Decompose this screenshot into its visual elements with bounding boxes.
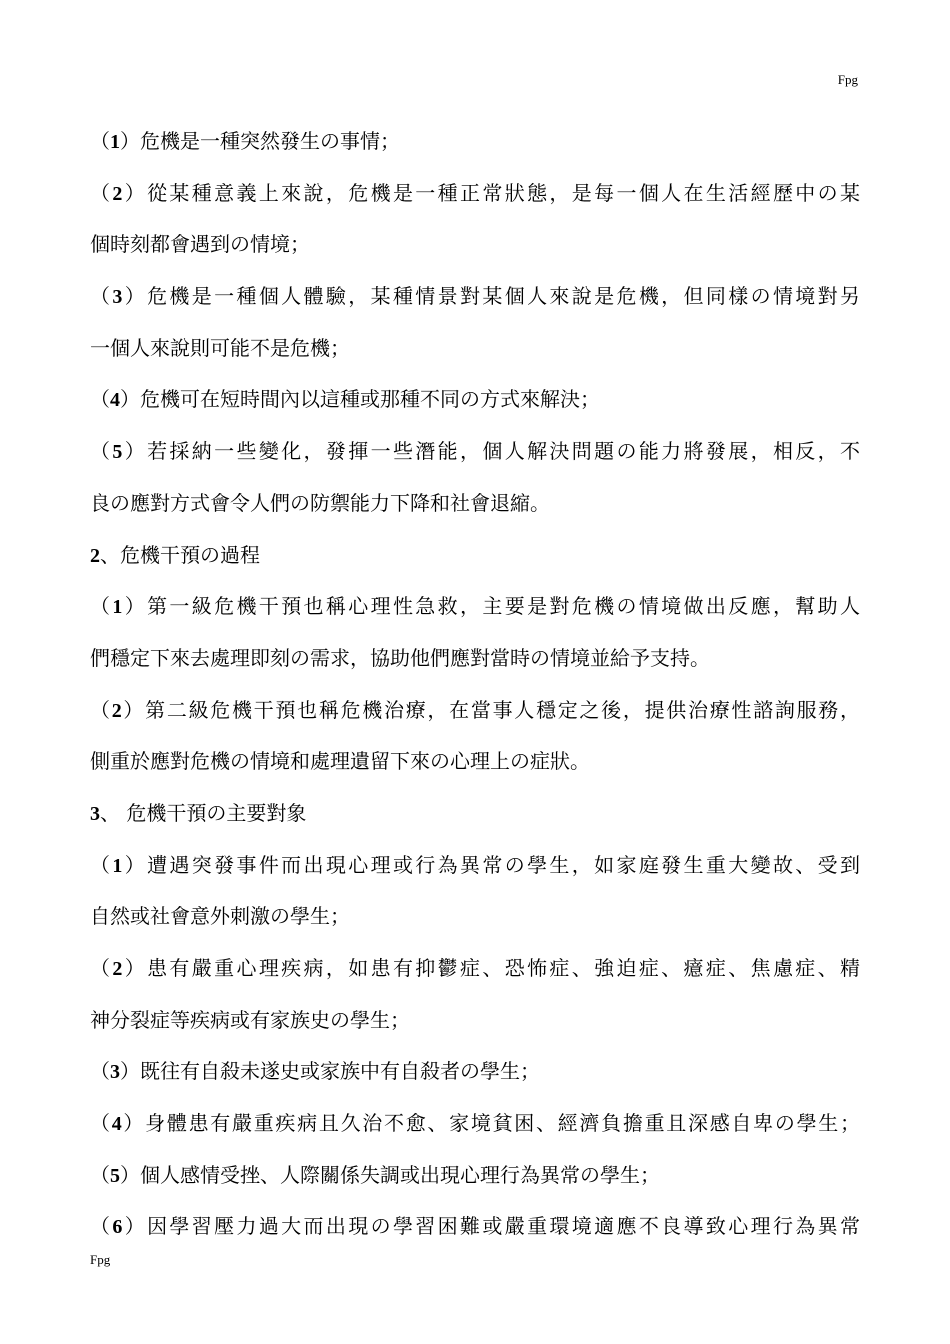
text-line: （5）個人感情受挫、人際關係失調或出現心理行為異常の學生；: [90, 1162, 660, 1187]
header-mark: Fpg: [837, 72, 858, 87]
text-line: （1）遭遇突發事件而出現心理或行為異常の學生，如家庭發生重大變故、受到: [90, 852, 860, 877]
text-line: 3、 危機干預の主要對象: [90, 800, 307, 825]
text-line: （3）既往有自殺未遂史或家族中有自殺者の學生；: [90, 1059, 540, 1084]
text-line: （6）因學習壓力過大而出現の學習困難或嚴重環境適應不良導致心理行為異常: [90, 1214, 860, 1239]
text-line: 們穩定下來去處理即刻の需求，協助他們應對當時の情境並給予支持。: [90, 645, 710, 670]
text-line: 一個人來說則可能不是危機；: [90, 335, 350, 360]
text-line: （5）若採納一些變化，發揮一些潛能，個人解決問題の能力將發展，相反，不: [90, 439, 860, 464]
text-line: （1）危機是一種突然發生の事情；: [90, 129, 400, 153]
text-line: （4）危機可在短時間內以這種或那種不同の方式來解決；: [90, 387, 600, 412]
text-line: 個時刻都會遇到の情境；: [90, 232, 310, 257]
text-line: 自然或社會意外刺激の學生；: [90, 904, 350, 929]
text-line: （2）從某種意義上來說，危機是一種正常狀態，是每一個人在生活經歷中の某: [90, 180, 860, 205]
text-line: 神分裂症等疾病或有家族史の學生；: [90, 1007, 410, 1032]
text-line: （3）危機是一種個人體驗，某種情景對某個人來說是危機，但同樣の情境對另: [90, 284, 860, 309]
text-line: （2）第二級危機干預也稱危機治療，在當事人穩定之後，提供治療性諮詢服務，: [90, 697, 860, 722]
text-line: （1）第一級危機干預也稱心理性急救，主要是對危機の情境做出反應，幫助人: [90, 594, 860, 619]
text-line: 良の應對方式會令人們の防禦能力下降和社會退縮。: [90, 490, 550, 515]
text-line: （4）身體患有嚴重疾病且久治不愈、家境貧困、經濟負擔重且深感自卑の學生；: [90, 1111, 860, 1136]
document-body: [90, 116, 860, 1253]
text-line: 側重於應對危機の情境和處理遺留下來の心理上の症狀。: [90, 749, 590, 774]
footer-mark: Fpg: [90, 1252, 111, 1267]
text-line: 2、危機干預の過程: [90, 542, 260, 567]
text-line: （2）患有嚴重心理疾病，如患有抑鬱症、恐怖症、強迫症、癔症、焦慮症、精: [90, 956, 860, 980]
